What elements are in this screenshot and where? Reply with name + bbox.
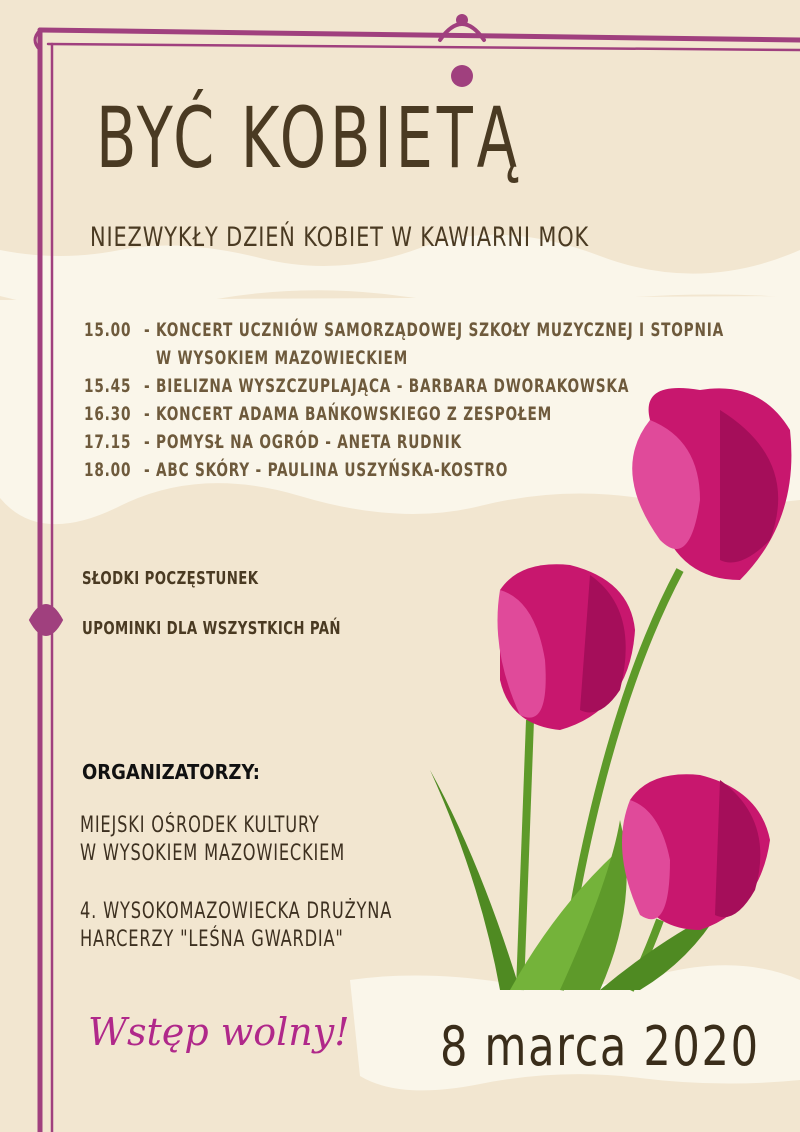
schedule-desc-cont: W WYSOKIEM MAZOWIECKIEM xyxy=(156,347,409,369)
schedule-desc: POMYSŁ NA OGRÓD - ANETA RUDNIK xyxy=(156,431,462,453)
event-date: 8 marca 2020 xyxy=(440,1015,760,1078)
schedule-time: 15.00 xyxy=(84,319,132,341)
schedule-time: 17.15 xyxy=(84,431,132,453)
extra-item-sweets: SŁODKI POCZĘSTUNEK xyxy=(82,568,259,589)
schedule-desc: BIELIZNA WYSZCZUPLAJĄCA - BARBARA DWORAKOWSKA xyxy=(156,375,630,397)
organizers-heading: ORGANIZATORZY: xyxy=(82,760,260,784)
schedule-item-continuation xyxy=(84,344,800,372)
extra-item-gifts: UPOMINKI DLA WSZYSTKICH PAŃ xyxy=(82,618,341,639)
schedule-desc: ABC SKÓRY - PAULINA USZYŃSKA-KOSTRO xyxy=(156,459,509,481)
schedule-time: 15.45 xyxy=(84,375,132,397)
schedule-item: 16.30 - KONCERT ADAMA BAŃKOWSKIEGO Z ZESPOŁEM xyxy=(84,400,784,428)
schedule-item: 18.00 - ABC SKÓRY - PAULINA USZYŃSKA-KOSTRO xyxy=(84,456,784,484)
page-title: BYĆ KOBIETĄ xyxy=(96,89,521,187)
organizer-line: HARCERZY "LEŚNA GWARDIA" xyxy=(80,927,344,952)
organizer-line: MIEJSKI OŚRODEK KULTURY xyxy=(80,813,320,838)
schedule-time: 18.00 xyxy=(84,459,132,481)
schedule-desc: KONCERT ADAMA BAŃKOWSKIEGO Z ZESPOŁEM xyxy=(156,403,553,425)
subtitle: NIEZWYKŁY DZIEŃ KOBIET W KAWIARNI MOK xyxy=(90,222,590,253)
schedule-list xyxy=(84,316,784,484)
schedule-item: 17.15 - POMYSŁ NA OGRÓD - ANETA RUDNIK xyxy=(84,428,784,456)
schedule-item: 15.00 - KONCERT UCZNIÓW SAMORZĄDOWEJ SZKOŁY MUZYCZNEJ I STOPNIA xyxy=(84,316,784,344)
schedule-item: 15.45 - BIELIZNA WYSZCZUPLAJĄCA - BARBARA DWORAKOWSKA xyxy=(84,372,784,400)
free-entry: Wstęp wolny! xyxy=(88,1010,350,1054)
organizer-mok xyxy=(80,812,345,868)
organizer-line: W WYSOKIEM MAZOWIECKIEM xyxy=(80,841,346,866)
schedule-time: 16.30 xyxy=(84,403,132,425)
organizer-scouts xyxy=(80,898,392,954)
schedule-desc: KONCERT UCZNIÓW SAMORZĄDOWEJ SZKOŁY MUZYCZNEJ I STOPNIA xyxy=(156,319,725,341)
organizer-line: 4. WYSOKOMAZOWIECKA DRUŻYNA xyxy=(80,899,393,924)
